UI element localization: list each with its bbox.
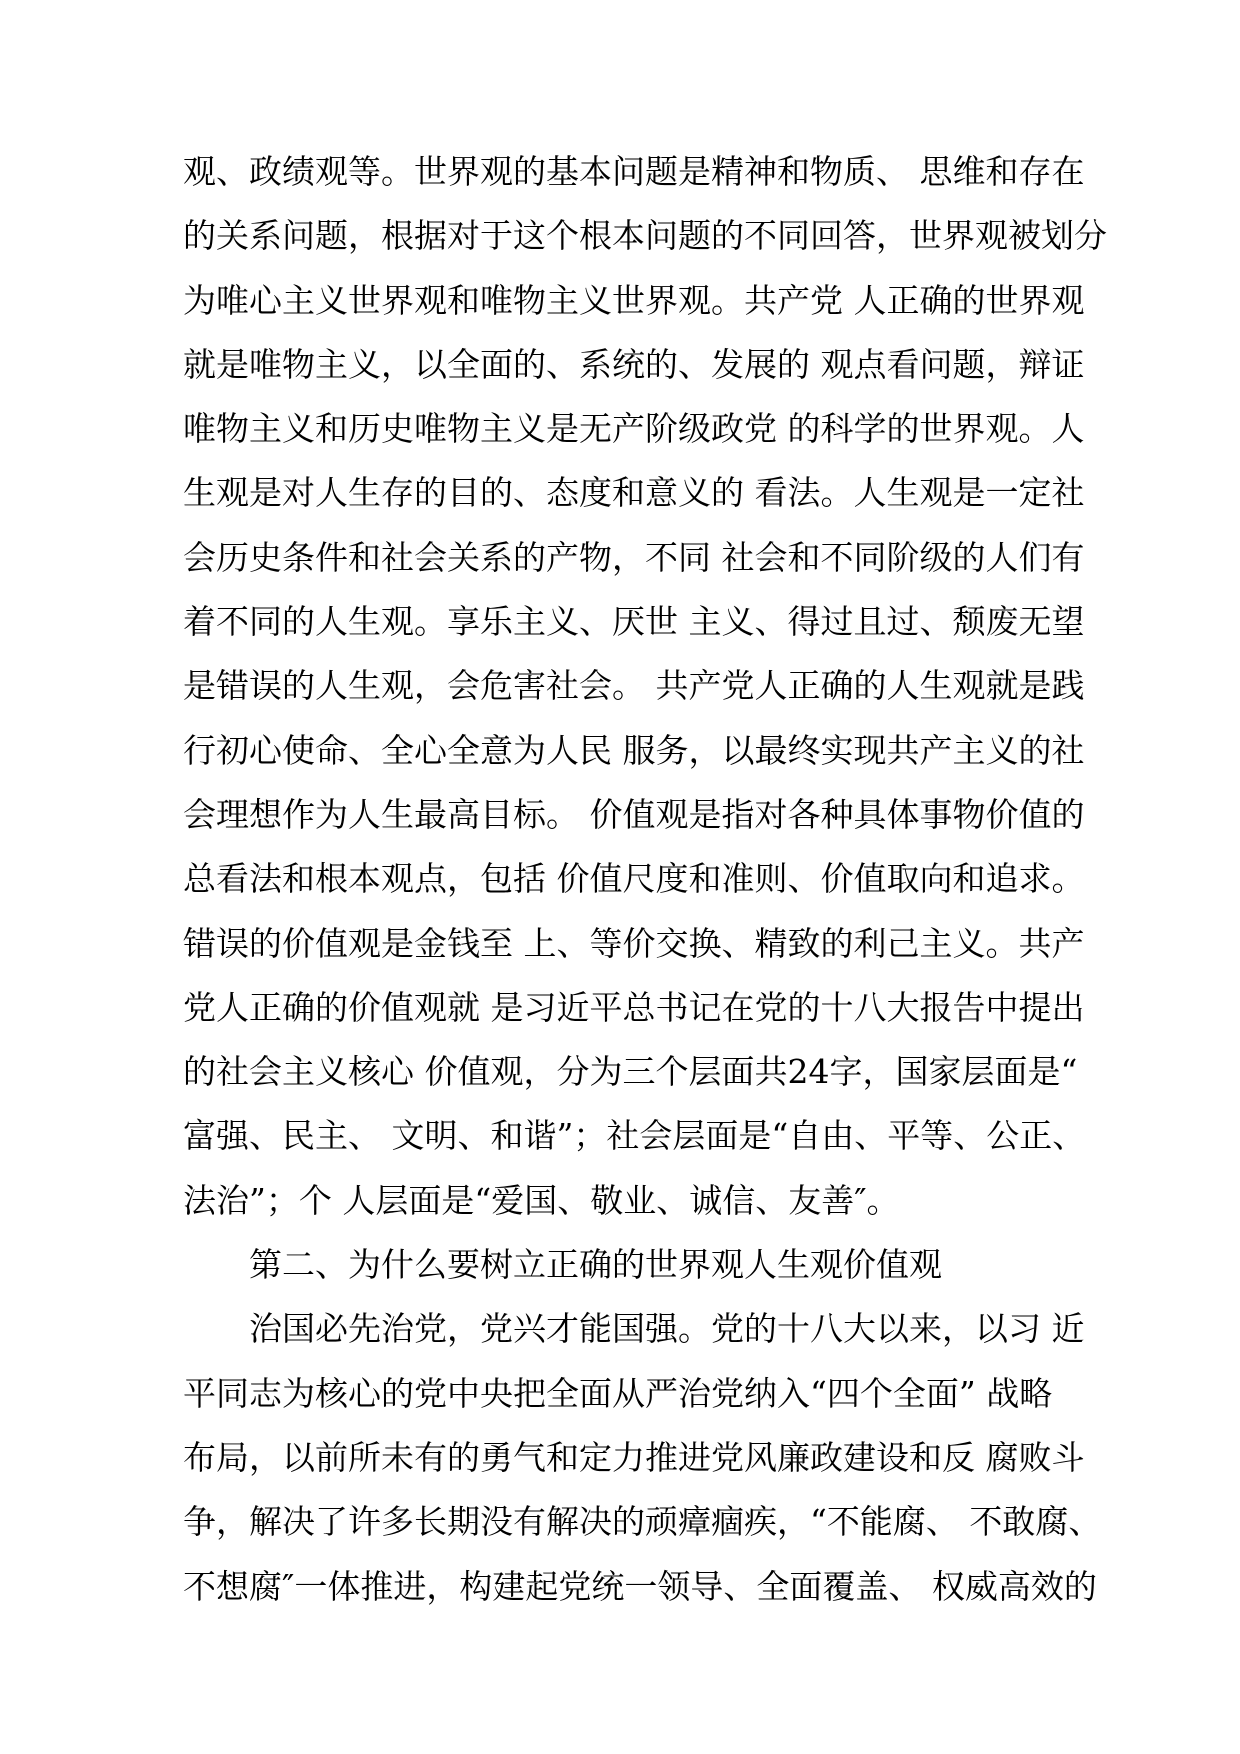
text-line: 党人正确的价值观就 是习近平总书记在党的十八大报告中提出 — [183, 987, 1085, 1027]
text-line: 法治”；个 人层面是“爱国、敬业、诚信、友善″。 — [183, 1180, 900, 1220]
text-line: 观、政绩观等。世界观的基本问题是精神和物质、 思维和存在 — [183, 152, 1085, 191]
text-line: 错误的价值观是金钱至 上、等价交换、精致的利己主义。共产 — [183, 923, 1085, 963]
text-line: 生观是对人生存的目的、态度和意义的 看法。人生观是一定社 — [183, 473, 1085, 513]
text-line: 会历史条件和社会关系的产物，不同 社会和不同阶级的人们有 — [183, 537, 1085, 577]
text-line: 平同志为核心的党中央把全面从严治党纳入“四个全面” 战略 — [183, 1373, 1053, 1413]
text-line: 就是唯物主义，以全面的、系统的、发展的 观点看问题，辩证 — [183, 344, 1085, 384]
text-line: 总看法和根本观点，包括 价值尺度和准则、价值取向和追求。 — [183, 859, 1085, 899]
text-line: 富强、民主、 文明、和谐”；社会层面是“自由、平等、公正、 — [183, 1116, 1086, 1156]
text-line: 唯物主义和历史唯物主义是无产阶级政党 的科学的世界观。人 — [183, 409, 1085, 449]
text-line: 会理想作为人生最高目标。 价值观是指对各种具体事物价值的 — [183, 794, 1085, 834]
text-line: 的关系问题，根据对于这个根本问题的不同回答，世界观被划分 — [183, 216, 1107, 256]
text-line: 布局，以前所未有的勇气和定力推进党风廉政建设和反 腐败斗 — [183, 1437, 1085, 1477]
text-line: 为唯心主义世界观和唯物主义世界观。共产党 人正确的世界观 — [183, 280, 1085, 320]
text-line: 不想腐″一体推进，构建起党统一领导、全面覆盖、 权威高效的 — [183, 1566, 1097, 1606]
text-line: 争，解决了许多长期没有解决的顽瘴痼疾，“不能腐、 不敢腐、 — [183, 1502, 1102, 1542]
text-line: 着不同的人生观。享乐主义、厌世 主义、得过且过、颓废无望 — [183, 602, 1085, 642]
body-text — [183, 140, 1107, 1619]
text-line: 行初心使命、全心全意为人民 服务，以最终实现共产主义的社 — [183, 730, 1085, 770]
paragraph-first-line: 治国必先治党，党兴才能国强。党的十八大以来，以习 近 — [249, 1309, 1085, 1349]
text-line: 是错误的人生观，会危害社会。 共产党人正确的人生观就是践 — [183, 666, 1085, 706]
text-line: 的社会主义核心 价值观，分为三个层面共24字，国家层面是“ — [183, 1052, 1078, 1092]
section-heading: 第二、为什么要树立正确的世界观人生观价值观 — [249, 1245, 942, 1285]
